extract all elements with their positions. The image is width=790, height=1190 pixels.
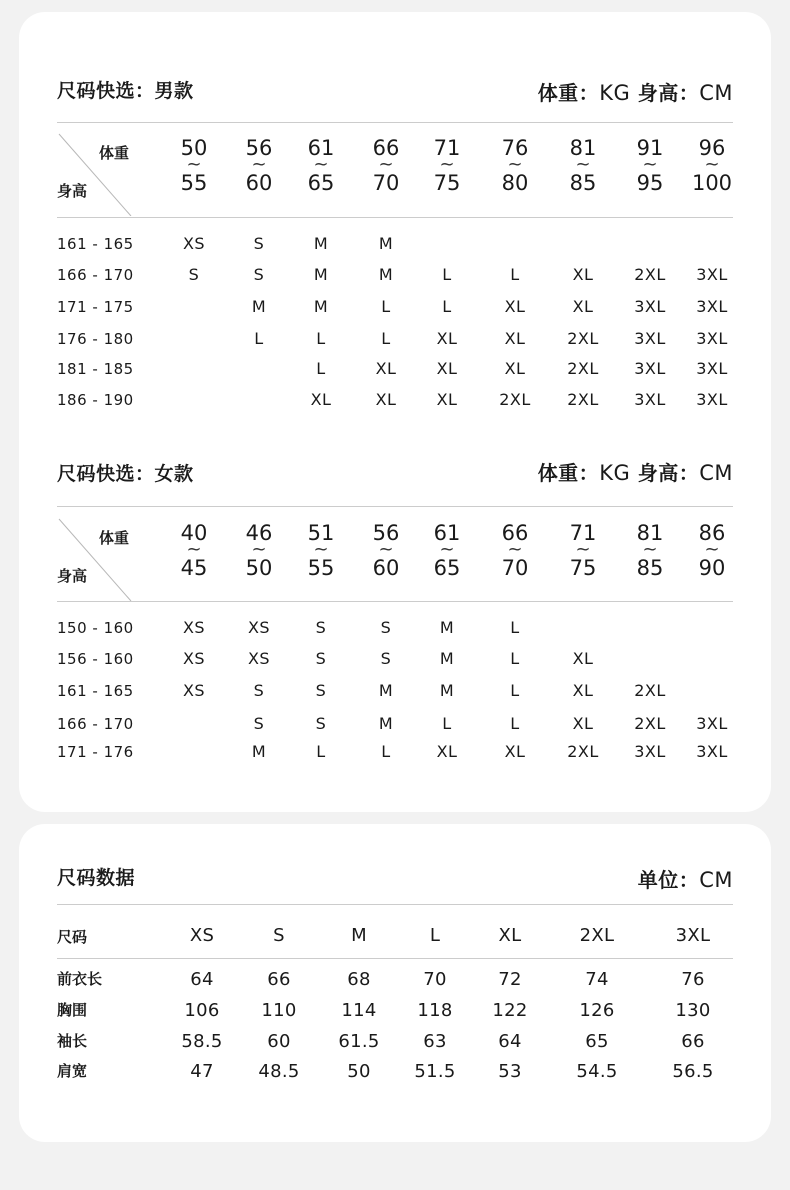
size-cell: XL bbox=[572, 649, 594, 668]
size-cell: XL bbox=[572, 681, 594, 700]
size-cell: XL bbox=[572, 714, 594, 733]
measurement-value: 63 bbox=[423, 1031, 447, 1052]
measurement-value: 66 bbox=[267, 969, 291, 990]
tilde-separator: ~ bbox=[313, 154, 329, 175]
size-cell: M bbox=[251, 297, 267, 316]
tilde-separator: ~ bbox=[575, 539, 591, 560]
weight-min: 61 bbox=[307, 136, 335, 160]
tilde-separator: ~ bbox=[642, 154, 658, 175]
size-cell: XL bbox=[504, 297, 526, 316]
size-cell: 3XL bbox=[696, 742, 728, 761]
size-cell: S bbox=[253, 681, 265, 700]
weight-min: 91 bbox=[636, 136, 664, 160]
weight-min: 51 bbox=[307, 521, 335, 545]
women-unit-label: 体重：KG 身高：CM bbox=[537, 461, 733, 485]
measurement-label: 袖长 bbox=[57, 1032, 88, 1050]
size-cell: XL bbox=[436, 359, 458, 378]
height-header: 身高 bbox=[57, 567, 88, 585]
height-range: 156 - 160 bbox=[57, 650, 134, 668]
weight-max: 90 bbox=[698, 556, 726, 580]
tilde-separator: ~ bbox=[378, 154, 394, 175]
weight-min: 96 bbox=[698, 136, 726, 160]
measurement-value: 70 bbox=[423, 969, 447, 990]
quick-size-card bbox=[19, 12, 771, 812]
measurement-value: 76 bbox=[681, 969, 705, 990]
size-cell: XL bbox=[436, 329, 458, 348]
size-cell: L bbox=[510, 681, 520, 700]
tilde-separator: ~ bbox=[313, 539, 329, 560]
size-cell: 2XL bbox=[499, 390, 531, 409]
weight-min: 61 bbox=[433, 521, 461, 545]
size-cell: S bbox=[315, 618, 327, 637]
weight-max: 85 bbox=[636, 556, 664, 580]
size-cell: S bbox=[253, 234, 265, 253]
size-cell: XL bbox=[310, 390, 332, 409]
weight-range bbox=[485, 138, 545, 194]
size-cell: 3XL bbox=[634, 390, 666, 409]
size-cell: M bbox=[378, 234, 394, 253]
weight-range bbox=[291, 523, 351, 579]
size-cell: 3XL bbox=[634, 329, 666, 348]
measurement-value: 72 bbox=[498, 969, 522, 990]
weight-max: 70 bbox=[372, 171, 400, 195]
weight-header: 体重 bbox=[98, 529, 129, 547]
size-cell: 3XL bbox=[696, 714, 728, 733]
size-column-header: M bbox=[351, 925, 367, 946]
weight-max: 55 bbox=[307, 556, 335, 580]
weight-max: 70 bbox=[501, 556, 529, 580]
size-cell: XL bbox=[504, 742, 526, 761]
measurement-value: 50 bbox=[347, 1061, 371, 1082]
measurement-label: 前衣长 bbox=[57, 970, 103, 988]
measurement-value: 74 bbox=[585, 969, 609, 990]
weight-range bbox=[620, 138, 680, 194]
weight-max: 75 bbox=[433, 171, 461, 195]
divider bbox=[57, 506, 733, 507]
size-cell: 3XL bbox=[634, 742, 666, 761]
height-range: 181 - 185 bbox=[57, 360, 134, 378]
size-cell: XL bbox=[436, 742, 458, 761]
size-cell: XS bbox=[247, 618, 271, 637]
measurement-label: 胸围 bbox=[57, 1001, 88, 1019]
weight-min: 71 bbox=[569, 521, 597, 545]
tilde-separator: ~ bbox=[186, 539, 202, 560]
size-cell: M bbox=[439, 618, 455, 637]
weight-range bbox=[553, 138, 613, 194]
size-cell: L bbox=[316, 329, 326, 348]
size-cell: L bbox=[316, 742, 326, 761]
size-cell: L bbox=[510, 265, 520, 284]
women-section-title: 尺码快选：女款 bbox=[57, 463, 194, 485]
height-range: 171 - 175 bbox=[57, 298, 134, 316]
size-cell: M bbox=[313, 234, 329, 253]
size-cell: XL bbox=[572, 297, 594, 316]
divider bbox=[57, 958, 733, 959]
size-cell: L bbox=[510, 714, 520, 733]
size-cell: XS bbox=[182, 234, 206, 253]
measurement-value: 54.5 bbox=[576, 1061, 618, 1082]
weight-max: 80 bbox=[501, 171, 529, 195]
size-header-label: 尺码 bbox=[57, 928, 88, 946]
measurement-value: 58.5 bbox=[181, 1031, 223, 1052]
weight-max: 95 bbox=[636, 171, 664, 195]
divider bbox=[57, 601, 733, 602]
size-cell: XS bbox=[182, 649, 206, 668]
height-range: 161 - 165 bbox=[57, 235, 134, 253]
tilde-separator: ~ bbox=[575, 154, 591, 175]
weight-min: 66 bbox=[501, 521, 529, 545]
size-column-header: 3XL bbox=[675, 925, 711, 946]
weight-max: 100 bbox=[691, 171, 733, 195]
weight-min: 46 bbox=[245, 521, 273, 545]
size-cell: 2XL bbox=[634, 714, 666, 733]
measurement-value: 114 bbox=[341, 1000, 377, 1021]
size-cell: 3XL bbox=[696, 329, 728, 348]
tilde-separator: ~ bbox=[439, 539, 455, 560]
weight-min: 86 bbox=[698, 521, 726, 545]
size-cell: S bbox=[315, 649, 327, 668]
weight-max: 50 bbox=[245, 556, 273, 580]
weight-min: 50 bbox=[180, 136, 208, 160]
tilde-separator: ~ bbox=[507, 539, 523, 560]
tilde-separator: ~ bbox=[507, 154, 523, 175]
measurement-value: 65 bbox=[585, 1031, 609, 1052]
men-unit-label: 体重：KG 身高：CM bbox=[537, 81, 733, 105]
size-cell: L bbox=[510, 649, 520, 668]
weight-range bbox=[356, 523, 416, 579]
size-cell: S bbox=[253, 265, 265, 284]
size-cell: L bbox=[381, 329, 391, 348]
size-cell: L bbox=[442, 714, 452, 733]
measurement-value: 64 bbox=[498, 1031, 522, 1052]
size-cell: 2XL bbox=[567, 742, 599, 761]
weight-max: 65 bbox=[433, 556, 461, 580]
weight-min: 56 bbox=[372, 521, 400, 545]
measurement-value: 60 bbox=[267, 1031, 291, 1052]
size-cell: XL bbox=[375, 390, 397, 409]
divider bbox=[57, 217, 733, 218]
tilde-separator: ~ bbox=[251, 154, 267, 175]
size-data-unit-label: 单位：CM bbox=[637, 868, 733, 892]
weight-max: 60 bbox=[245, 171, 273, 195]
measurement-value: 110 bbox=[261, 1000, 297, 1021]
size-cell: L bbox=[442, 297, 452, 316]
size-cell: 3XL bbox=[696, 265, 728, 284]
size-cell: M bbox=[313, 265, 329, 284]
weight-min: 66 bbox=[372, 136, 400, 160]
weight-header: 体重 bbox=[98, 144, 129, 162]
measurement-value: 56.5 bbox=[672, 1061, 714, 1082]
measurement-value: 106 bbox=[184, 1000, 220, 1021]
weight-range bbox=[229, 138, 289, 194]
tilde-separator: ~ bbox=[704, 154, 720, 175]
measurement-value: 47 bbox=[190, 1061, 214, 1082]
height-range: 150 - 160 bbox=[57, 619, 134, 637]
weight-range bbox=[682, 138, 742, 194]
size-cell: M bbox=[378, 265, 394, 284]
size-cell: 2XL bbox=[634, 265, 666, 284]
tilde-separator: ~ bbox=[251, 539, 267, 560]
weight-range bbox=[164, 523, 224, 579]
size-data-card bbox=[19, 824, 771, 1142]
measurement-value: 68 bbox=[347, 969, 371, 990]
size-cell: 2XL bbox=[567, 359, 599, 378]
size-cell: 3XL bbox=[634, 297, 666, 316]
height-range: 186 - 190 bbox=[57, 391, 134, 409]
tilde-separator: ~ bbox=[439, 154, 455, 175]
size-cell: XL bbox=[436, 390, 458, 409]
size-cell: S bbox=[380, 618, 392, 637]
size-cell: XL bbox=[572, 265, 594, 284]
size-cell: 2XL bbox=[567, 390, 599, 409]
tilde-separator: ~ bbox=[186, 154, 202, 175]
size-cell: S bbox=[315, 714, 327, 733]
weight-range bbox=[417, 138, 477, 194]
height-header: 身高 bbox=[57, 182, 88, 200]
measurement-value: 66 bbox=[681, 1031, 705, 1052]
size-cell: 2XL bbox=[634, 681, 666, 700]
measurement-value: 122 bbox=[492, 1000, 528, 1021]
size-cell: M bbox=[439, 649, 455, 668]
weight-max: 65 bbox=[307, 171, 335, 195]
size-column-header: XL bbox=[498, 925, 522, 946]
size-cell: M bbox=[251, 742, 267, 761]
weight-min: 76 bbox=[501, 136, 529, 160]
size-data-title: 尺码数据 bbox=[57, 867, 136, 889]
measurement-value: 53 bbox=[498, 1061, 522, 1082]
size-column-header: L bbox=[429, 925, 441, 946]
size-cell: 2XL bbox=[567, 329, 599, 348]
size-cell: XL bbox=[504, 329, 526, 348]
size-cell: XL bbox=[375, 359, 397, 378]
weight-max: 75 bbox=[569, 556, 597, 580]
size-cell: 3XL bbox=[696, 297, 728, 316]
measurement-value: 61.5 bbox=[338, 1031, 380, 1052]
size-cell: 3XL bbox=[696, 390, 728, 409]
size-cell: XS bbox=[247, 649, 271, 668]
size-cell: L bbox=[442, 265, 452, 284]
tilde-separator: ~ bbox=[704, 539, 720, 560]
size-cell: S bbox=[315, 681, 327, 700]
height-range: 176 - 180 bbox=[57, 330, 134, 348]
weight-range bbox=[417, 523, 477, 579]
size-cell: M bbox=[313, 297, 329, 316]
size-cell: L bbox=[510, 618, 520, 637]
men-section-title: 尺码快选：男款 bbox=[57, 80, 194, 102]
weight-min: 71 bbox=[433, 136, 461, 160]
size-column-header: XS bbox=[189, 925, 215, 946]
measurement-value: 118 bbox=[417, 1000, 453, 1021]
weight-range bbox=[291, 138, 351, 194]
height-range: 171 - 176 bbox=[57, 743, 134, 761]
weight-range bbox=[229, 523, 289, 579]
weight-min: 81 bbox=[569, 136, 597, 160]
weight-min: 56 bbox=[245, 136, 273, 160]
size-cell: L bbox=[254, 329, 264, 348]
measurement-value: 51.5 bbox=[414, 1061, 456, 1082]
size-cell: L bbox=[381, 742, 391, 761]
size-cell: L bbox=[316, 359, 326, 378]
weight-max: 85 bbox=[569, 171, 597, 195]
size-cell: S bbox=[380, 649, 392, 668]
women-header-corner bbox=[57, 517, 157, 601]
measurement-value: 126 bbox=[579, 1000, 615, 1021]
tilde-separator: ~ bbox=[378, 539, 394, 560]
size-cell: M bbox=[378, 714, 394, 733]
size-cell: S bbox=[188, 265, 200, 284]
weight-range bbox=[682, 523, 742, 579]
weight-range bbox=[485, 523, 545, 579]
size-cell: 3XL bbox=[634, 359, 666, 378]
size-cell: 3XL bbox=[696, 359, 728, 378]
size-cell: L bbox=[381, 297, 391, 316]
measurement-label: 肩宽 bbox=[57, 1062, 88, 1080]
height-range: 166 - 170 bbox=[57, 266, 134, 284]
size-cell: XS bbox=[182, 681, 206, 700]
size-cell: XL bbox=[504, 359, 526, 378]
weight-min: 81 bbox=[636, 521, 664, 545]
divider bbox=[57, 904, 733, 905]
size-cell: S bbox=[253, 714, 265, 733]
men-header-corner bbox=[57, 132, 157, 216]
size-cell: XS bbox=[182, 618, 206, 637]
weight-range bbox=[356, 138, 416, 194]
measurement-value: 130 bbox=[675, 1000, 711, 1021]
weight-max: 60 bbox=[372, 556, 400, 580]
weight-range bbox=[553, 523, 613, 579]
size-column-header: 2XL bbox=[579, 925, 615, 946]
tilde-separator: ~ bbox=[642, 539, 658, 560]
weight-min: 40 bbox=[180, 521, 208, 545]
weight-range bbox=[164, 138, 224, 194]
size-cell: M bbox=[439, 681, 455, 700]
height-range: 161 - 165 bbox=[57, 682, 134, 700]
measurement-value: 64 bbox=[190, 969, 214, 990]
size-cell: M bbox=[378, 681, 394, 700]
divider bbox=[57, 122, 733, 123]
height-range: 166 - 170 bbox=[57, 715, 134, 733]
size-column-header: S bbox=[273, 925, 285, 946]
weight-max: 55 bbox=[180, 171, 208, 195]
weight-range bbox=[620, 523, 680, 579]
measurement-value: 48.5 bbox=[258, 1061, 300, 1082]
weight-max: 45 bbox=[180, 556, 208, 580]
